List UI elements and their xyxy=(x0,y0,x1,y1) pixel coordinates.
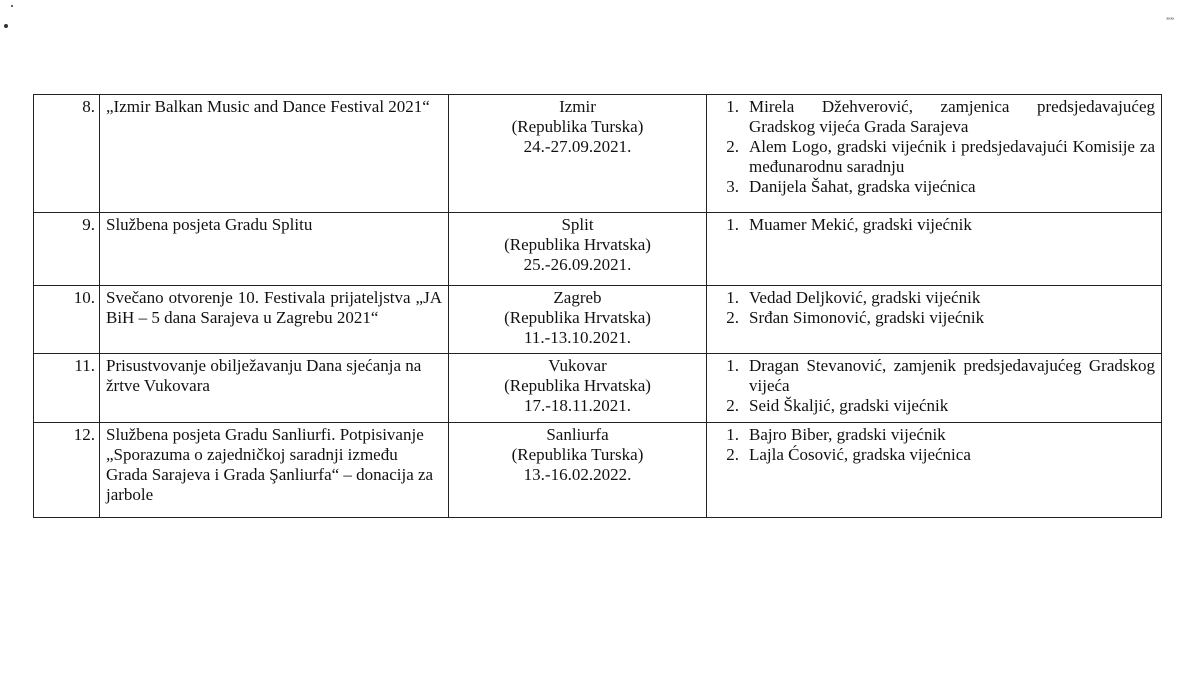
participant-text: Bajro Biber, gradski vijećnik xyxy=(749,425,946,444)
participants-cell xyxy=(707,95,1162,213)
row-number: 12. xyxy=(34,423,100,518)
list-marker: 2. xyxy=(726,445,739,464)
row-number: 8. xyxy=(34,95,100,213)
list-item xyxy=(713,356,1155,396)
list-marker: 1. xyxy=(726,97,739,116)
location-cell xyxy=(449,95,707,213)
dates: 24.-27.09.2021. xyxy=(523,137,632,156)
row-number: 11. xyxy=(34,354,100,423)
list-item xyxy=(713,137,1155,177)
participant-text: Srđan Simonović, gradski vijećnik xyxy=(749,308,985,327)
row-number: 10. xyxy=(34,286,100,354)
event-title: „Izmir Balkan Music and Dance Festival 2021“ xyxy=(100,95,449,213)
participants-cell xyxy=(707,213,1162,286)
list-item xyxy=(713,288,1155,308)
list-marker: 3. xyxy=(726,177,739,196)
participants-list xyxy=(713,288,1155,328)
list-item xyxy=(713,445,1155,465)
list-item xyxy=(713,396,1155,416)
participant-text: Dragan Stevanović, zamjenik predsjedavajućeg Gradskog vijeća xyxy=(749,356,1155,395)
event-title: Službena posjeta Gradu Splitu xyxy=(100,213,449,286)
participants-list xyxy=(713,215,1155,235)
list-marker: 2. xyxy=(726,396,739,415)
participants-cell xyxy=(707,423,1162,518)
event-title: Svečano otvorenje 10. Festivala prijateljstva „JA BiH – 5 dana Sarajeva u Zagrebu 2021“ xyxy=(100,286,449,354)
city: Izmir xyxy=(559,97,596,116)
scan-speck xyxy=(11,5,13,7)
participant-text: Vedad Deljković, gradski vijećnik xyxy=(749,288,981,307)
participants-cell xyxy=(707,286,1162,354)
official-visits-table xyxy=(33,94,1162,518)
list-marker: 1. xyxy=(726,356,739,375)
table-row xyxy=(34,213,1162,286)
location-cell xyxy=(449,354,707,423)
participant-text: Mirela Džehverović, zamjenica predsjedavajućeg Gradskog vijeća Grada Sarajeva xyxy=(749,97,1155,136)
city: Split xyxy=(561,215,594,234)
list-marker: 1. xyxy=(726,425,739,444)
table-row xyxy=(34,95,1162,213)
participant-text: Seid Škaljić, gradski vijećnik xyxy=(749,396,949,415)
top-right-mark: ”” xyxy=(1166,16,1174,26)
event-title: Službena posjeta Gradu Sanliurfi. Potpisivanje „Sporazuma o zajedničkoj saradnji između Grada Sarajeva i Grada Şanliurfa“ – donacija za jarbole xyxy=(100,423,449,518)
list-item xyxy=(713,425,1155,445)
location-cell xyxy=(449,423,707,518)
country: (Republika Hrvatska) xyxy=(504,308,651,327)
list-item xyxy=(713,308,1155,328)
scan-speck xyxy=(4,24,8,28)
participants-list xyxy=(713,97,1155,197)
country: (Republika Turska) xyxy=(511,445,644,464)
participants-cell xyxy=(707,354,1162,423)
list-item xyxy=(713,215,1155,235)
city: Zagreb xyxy=(553,288,602,307)
list-marker: 1. xyxy=(726,215,739,234)
row-number: 9. xyxy=(34,213,100,286)
list-marker: 1. xyxy=(726,288,739,307)
list-item xyxy=(713,97,1155,137)
dates: 11.-13.10.2021. xyxy=(523,328,632,347)
event-title: Prisustvovanje obilježavanju Dana sjećanja na žrtve Vukovara xyxy=(100,354,449,423)
participants-list xyxy=(713,356,1155,416)
table-row xyxy=(34,286,1162,354)
list-item xyxy=(713,177,1155,197)
location-cell xyxy=(449,286,707,354)
location-cell xyxy=(449,213,707,286)
table-row xyxy=(34,354,1162,423)
participants-list xyxy=(713,425,1155,465)
list-marker: 2. xyxy=(726,137,739,156)
participant-text: Lajla Ćosović, gradska vijećnica xyxy=(749,445,971,464)
dates: 25.-26.09.2021. xyxy=(523,255,632,274)
dates: 13.-16.02.2022. xyxy=(523,465,632,484)
participant-text: Danijela Šahat, gradska vijećnica xyxy=(749,177,976,196)
city: Sanliurfa xyxy=(546,425,609,444)
country: (Republika Hrvatska) xyxy=(504,235,651,254)
city: Vukovar xyxy=(548,356,607,375)
country: (Republika Hrvatska) xyxy=(504,376,651,395)
list-marker: 2. xyxy=(726,308,739,327)
participant-text: Alem Logo, gradski vijećnik i predsjedavajući Komisije za međunarodnu saradnju xyxy=(749,137,1155,176)
country: (Republika Turska) xyxy=(511,117,644,136)
dates: 17.-18.11.2021. xyxy=(523,396,632,415)
table-row xyxy=(34,423,1162,518)
participant-text: Muamer Mekić, gradski vijećnik xyxy=(749,215,972,234)
